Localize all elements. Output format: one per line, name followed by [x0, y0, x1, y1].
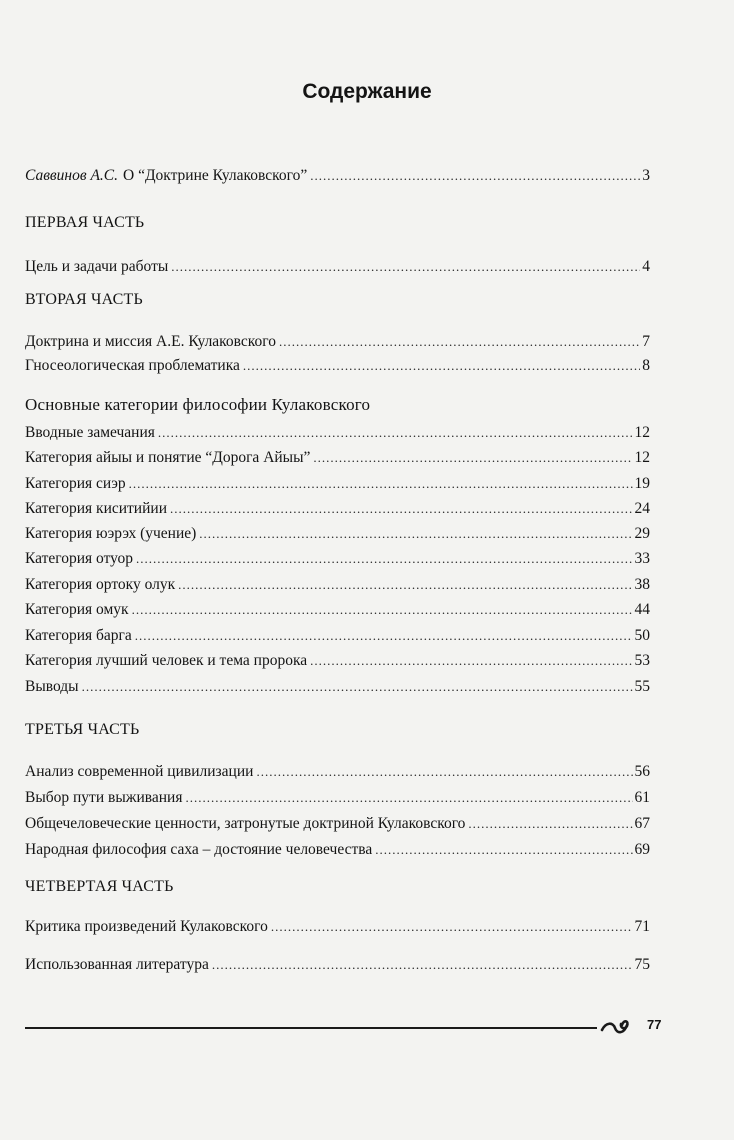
toc-entry [25, 499, 650, 519]
ornament-icon [600, 1013, 630, 1039]
toc-leader-dots [178, 575, 632, 595]
toc-entry-author: Саввинов А.С. [25, 167, 118, 184]
toc-entry-text: Категория лучший человек и тема пророка [25, 652, 308, 669]
toc-entry-page: 44 [634, 601, 650, 618]
toc-entry-text: Народная философия саха – достояние человечества [25, 841, 373, 858]
toc-entry-page: 29 [634, 525, 650, 542]
toc-entry-text: Выводы [25, 678, 79, 695]
toc-entry-text: Гносеологическая проблематика [25, 357, 240, 374]
toc-leader-dots [158, 423, 633, 443]
toc-entry-page: 12 [634, 424, 650, 441]
toc-entry [25, 474, 650, 494]
toc-leader-dots [132, 600, 633, 620]
toc-entry-page: 8 [642, 357, 650, 374]
toc-leader-dots [185, 788, 632, 808]
toc-entry-page: 61 [634, 789, 650, 806]
toc-entry [25, 677, 650, 697]
toc-entry-page: 24 [634, 500, 650, 517]
toc-entry-text: Категория айыы и понятие “Дорога Айыы” [25, 449, 311, 466]
toc-entry-text: Вводные замечания [25, 424, 155, 441]
toc-entry-text: Категория сиэр [25, 475, 126, 492]
footer-rule [25, 1027, 597, 1029]
toc-leader-dots [310, 651, 632, 671]
toc-entry-text: Доктрина и миссия А.Е. Кулаковского [25, 333, 276, 350]
toc-entry-text: Категория киситийии [25, 500, 167, 517]
toc-entry-page: 71 [634, 918, 650, 935]
toc-entry-page: 33 [634, 550, 650, 567]
toc-entry [25, 257, 650, 277]
toc-entry-intro [25, 166, 650, 186]
toc-entry [25, 651, 650, 671]
toc-leader-dots [82, 677, 633, 697]
page-number: 77 [647, 1017, 662, 1032]
toc-entry-page: 38 [634, 576, 650, 593]
toc-entry [25, 917, 650, 937]
page-title: Содержание [302, 80, 432, 103]
toc-entry [25, 600, 650, 620]
toc-entry-text: Цель и задачи работы [25, 258, 169, 275]
toc-entry-text: Выбор пути выживания [25, 789, 183, 806]
toc-leader-dots [468, 814, 632, 834]
toc-entry [25, 788, 650, 808]
toc-leader-dots [171, 257, 640, 277]
toc-leader-dots [136, 549, 632, 569]
part-heading-3: ТРЕТЬЯ ЧАСТЬ [25, 721, 140, 738]
toc-leader-dots [279, 332, 640, 352]
part-heading-1: ПЕРВАЯ ЧАСТЬ [25, 214, 145, 231]
toc-leader-dots [243, 356, 640, 376]
toc-entry-page: 19 [634, 475, 650, 492]
toc-leader-dots [310, 166, 640, 186]
section-subheading: Основные категории философии Кулаковского [25, 395, 371, 414]
toc-leader-dots [313, 448, 632, 468]
toc-leader-dots [375, 840, 632, 860]
toc-entry [25, 423, 650, 443]
toc-leader-dots [199, 524, 632, 544]
toc-entry-page: 7 [642, 333, 650, 350]
toc-entry [25, 332, 650, 352]
toc-leader-dots [135, 626, 633, 646]
toc-entry-text: О “Доктрине Кулаковского” [123, 167, 308, 184]
toc-entry [25, 840, 650, 860]
toc-entry-text: Критика произведений Кулаковского [25, 918, 268, 935]
toc-entry [25, 575, 650, 595]
toc-entry [25, 549, 650, 569]
toc-entry-text: Категория омук [25, 601, 129, 618]
toc-entry [25, 524, 650, 544]
toc-leader-dots [271, 917, 633, 937]
toc-entry-text: Категория юэрэх (учение) [25, 525, 197, 542]
toc-entry [25, 762, 650, 782]
toc-entry-page: 53 [634, 652, 650, 669]
toc-leader-dots [212, 955, 633, 975]
toc-entry-text: Категория барга [25, 627, 132, 644]
toc-entry-text: Категория отуор [25, 550, 134, 567]
toc-entry-page: 67 [634, 815, 650, 832]
toc-entry [25, 626, 650, 646]
toc-entry-references [25, 955, 650, 975]
toc-entry-text: Анализ современной цивилизации [25, 763, 254, 780]
toc-entry-text: Категория ортоку олук [25, 576, 176, 593]
toc-leader-dots [170, 499, 633, 519]
toc-entry-text: Использованная литература [25, 956, 209, 973]
toc-entry-text: Общечеловеческие ценности, затронутые доктриной Кулаковского [25, 815, 466, 832]
toc-entry-page: 4 [642, 258, 650, 275]
toc-entry [25, 356, 650, 376]
toc-entry-page: 75 [634, 956, 650, 973]
toc-entry-page: 55 [634, 678, 650, 695]
part-heading-2: ВТОРАЯ ЧАСТЬ [25, 291, 143, 308]
toc-entry [25, 814, 650, 834]
part-heading-4: ЧЕТВЕРТАЯ ЧАСТЬ [25, 878, 174, 895]
toc-entry-page: 3 [642, 167, 650, 184]
toc-entry-page: 12 [634, 449, 650, 466]
toc-leader-dots [129, 474, 633, 494]
toc-leader-dots [256, 762, 632, 782]
toc-entry-page: 50 [634, 627, 650, 644]
toc-entry-page: 56 [634, 763, 650, 780]
toc-entry-page: 69 [634, 841, 650, 858]
toc-entry [25, 448, 650, 468]
